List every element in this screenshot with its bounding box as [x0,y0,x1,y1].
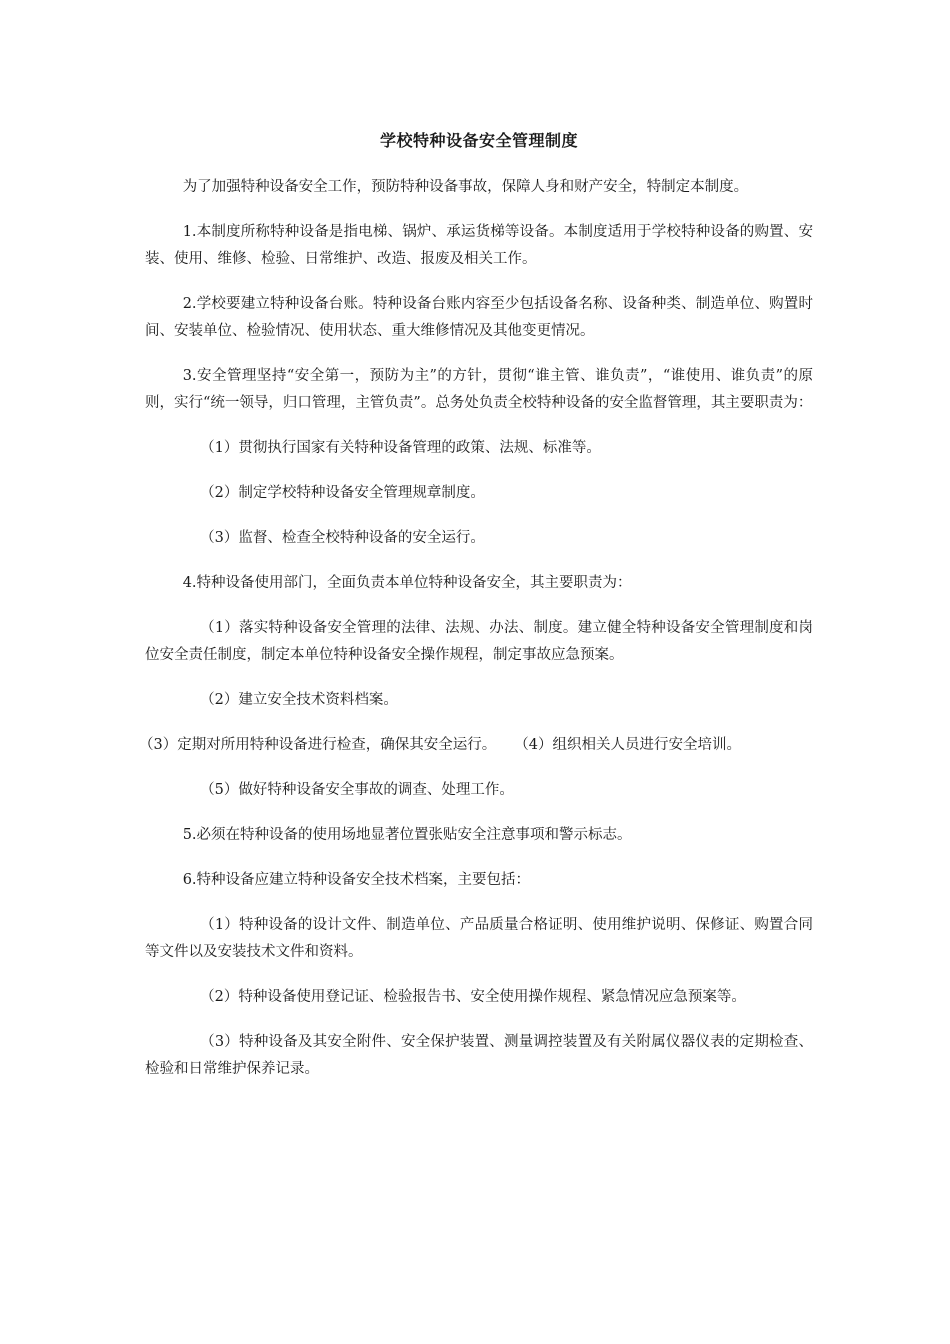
section-3-item-1: （1）贯彻执行国家有关特种设备管理的政策、法规、标准等。 [200,440,601,456]
section-3-item-2: （2）制定学校特种设备安全管理规章制度。 [200,485,485,501]
section-3-item-3: （3）监督、检查全校特种设备的安全运行。 [200,530,485,546]
section-5: 5.必须在特种设备的使用场地显著位置张贴安全注意事项和警示标志。 [182,827,632,843]
section-4-item-5: （5）做好特种设备安全事故的调查、处理工作。 [200,782,514,798]
section-4-item-1: （1）落实特种设备安全管理的法律、法规、办法、制度。建立健全特种设备安全管理制度和岗位安全责任制度，制定本单位特种设备安全操作规程，制定事故应急预案。 [145,620,813,663]
section-4-item-2: （2）建立安全技术资料档案。 [200,692,398,708]
section-6: 6.特种设备应建立特种设备安全技术档案，主要包括： [182,872,531,888]
section-4-items-3-4 [139,732,813,759]
document-title: 学校特种设备安全管理制度 [379,131,578,150]
document-page [139,128,813,1101]
section-6-item-2: （2）特种设备使用登记证、检验报告书、安全使用操作规程、紧急情况应急预案等。 [200,989,746,1005]
section-6-item-3: （3）特种设备及其安全附件、安全保护装置、测量调控装置及有关附属仪器仪表的定期检查、检验和日常维护保养记录。 [145,1034,813,1077]
intro-paragraph: 为了加强特种设备安全工作，预防特种设备事故，保障人身和财产安全，特制定本制度。 [182,179,749,195]
section-6-item-1: （1）特种设备的设计文件、制造单位、产品质量合格证明、使用维护说明、保修证、购置合同等文件以及安装技术文件和资料。 [145,917,813,960]
section-4: 4.特种设备使用部门，全面负责本单位特种设备安全，其主要职责为： [182,575,632,591]
section-4-item-3: （3）定期对所用特种设备进行检查，确保其安全运行。 [139,737,497,753]
section-1: 1.本制度所称特种设备是指电梯、锅炉、承运货梯等设备。本制度适用于学校特种设备的购置、安装、使用、维修、检验、日常维护、改造、报废及相关工作。 [145,224,813,267]
section-3: 3.安全管理坚持“安全第一，预防为主”的方针，贯彻“谁主管、谁负责”，“谁使用、谁负责”的原则，实行“统一领导，归口管理，主管负责”。总务处负责全校特种设备的安全监督管理，其主要职责为： [145,368,813,411]
section-2: 2.学校要建立特种设备台账。特种设备台账内容至少包括设备名称、设备种类、制造单位、购置时间、安装单位、检验情况、使用状态、重大维修情况及其他变更情况。 [145,296,813,339]
section-4-item-4: （4）组织相关人员进行安全培训。 [514,737,741,753]
